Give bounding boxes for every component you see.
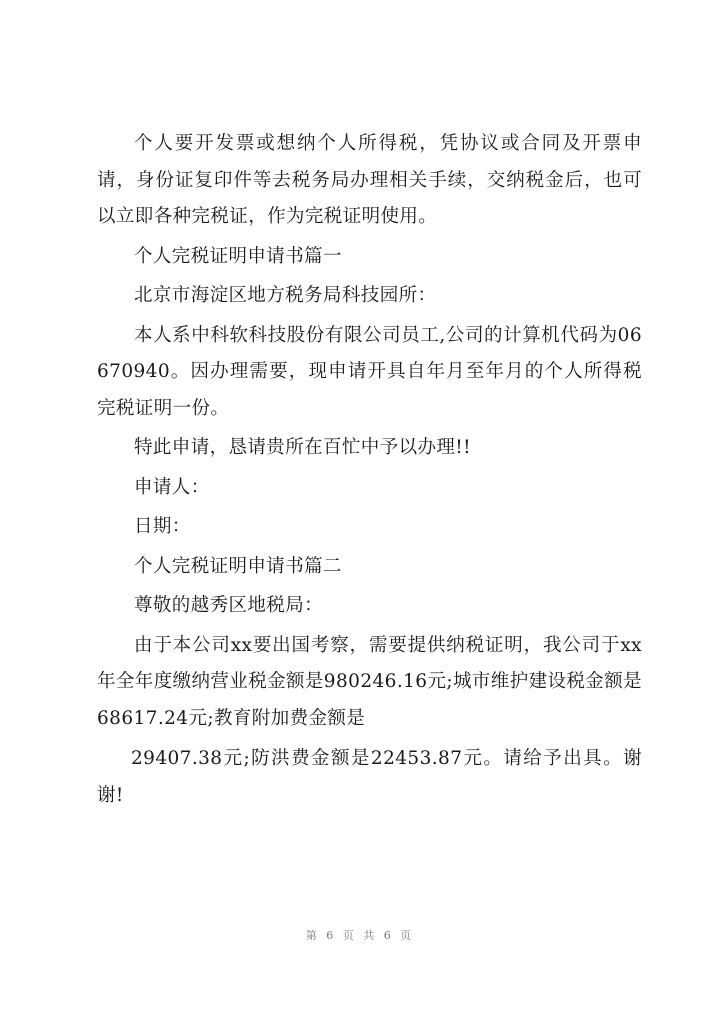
paragraph-intro: 个人要开发票或想纳个人所得税，凭协议或合同及开票申请，身份证复印件等去税务局办理相关手续，交纳税金后，也可以立即各种完税证，作为完税证明使用。 bbox=[97, 133, 642, 227]
date-label: 日期： bbox=[134, 516, 191, 537]
page-number: 第 6 页 共 6 页 bbox=[305, 929, 415, 942]
addressee-1: 北京市海淀区地方税务局科技园所： bbox=[134, 285, 437, 306]
paragraph-body-3: 29407.38元;防洪费金额是22453.87元。请给予出具。谢谢! bbox=[97, 748, 642, 806]
paragraph-body-1: 本人系中科软科技股份有限公司员工,公司的计算机代码为06670940。因办理需要，现申请开具自年月至年月的个人所得税完税证明一份。 bbox=[97, 324, 642, 419]
section-heading-2: 个人完税证明申请书篇二 bbox=[134, 555, 342, 577]
section-heading-1: 个人完税证明申请书篇一 bbox=[134, 245, 342, 267]
request-line: 特此申请，恳请贵所在百忙中予以办理!! bbox=[134, 437, 471, 458]
addressee-2: 尊敬的越秀区地税局： bbox=[134, 595, 324, 616]
applicant-label: 申请人： bbox=[134, 476, 210, 498]
paragraph-body-2: 由于本公司xx要出国考察，需要提供纳税证明，我公司于xx年全年度缴纳营业税金额是980246.16元;城市维护建设税金额是68617.24元;教育附加费金额是 bbox=[97, 634, 642, 729]
document-body bbox=[97, 126, 642, 814]
